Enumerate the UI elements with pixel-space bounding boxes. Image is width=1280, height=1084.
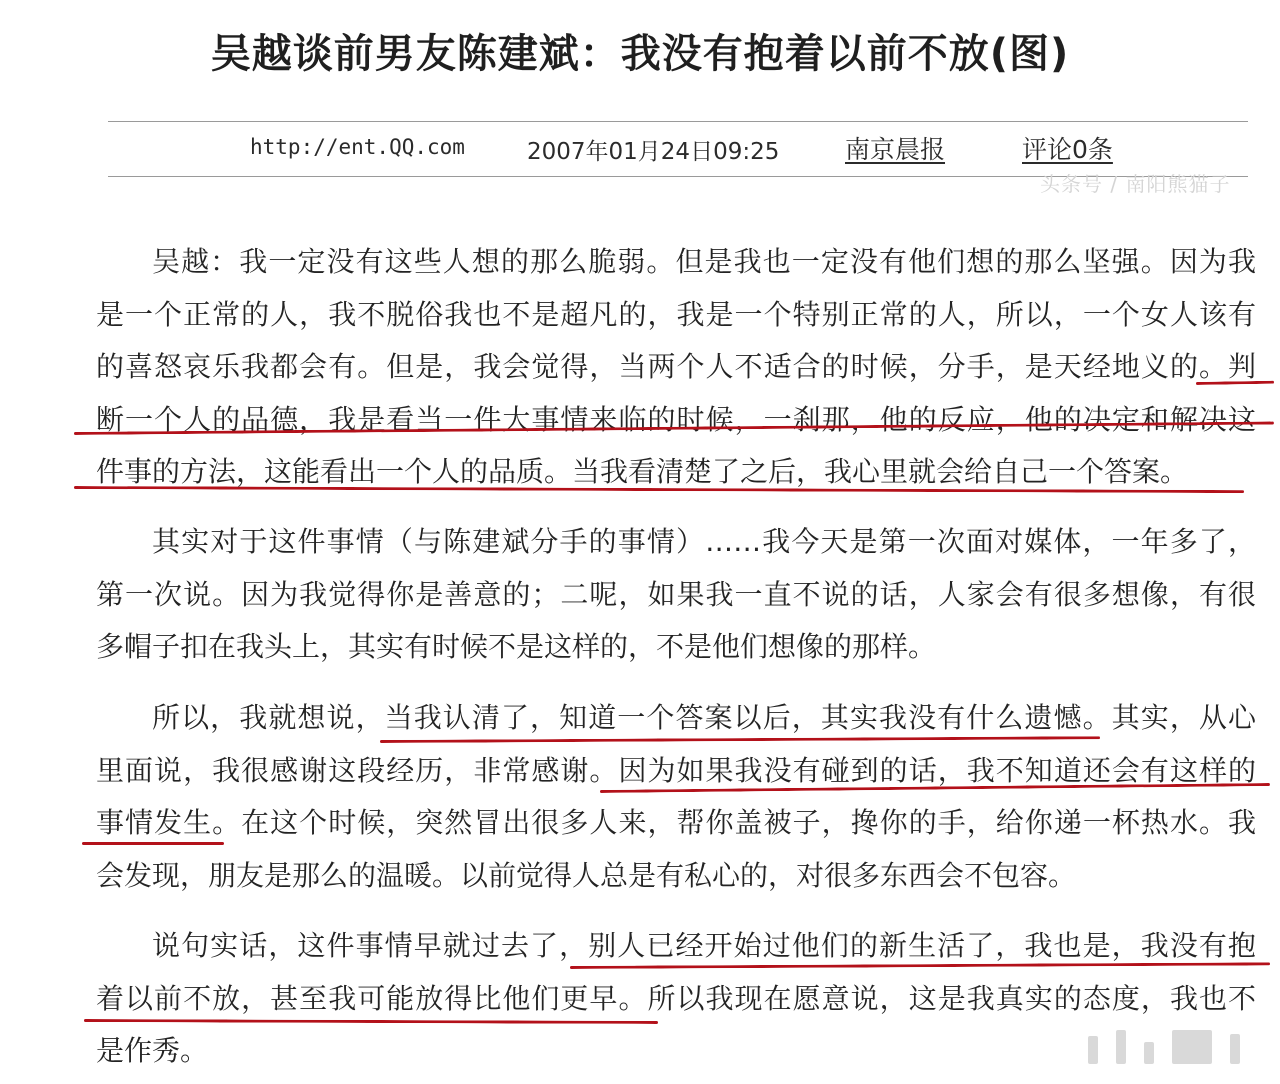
artifact-mark bbox=[1172, 1030, 1212, 1064]
paragraph-line: 里面说，我很感谢这段经历，非常感谢。因为如果我没有碰到的话，我不知道还会有这样的 bbox=[96, 753, 1256, 787]
artifact-mark bbox=[1144, 1042, 1154, 1064]
scan-artifact-marks bbox=[1088, 1030, 1240, 1064]
highlight-underline bbox=[82, 842, 224, 845]
paragraph-line: 多帽子扣在我头上，其实有时候不是这样的，不是他们想像的那样。 bbox=[96, 630, 937, 664]
paragraph-line: 所以，我就想说，当我认清了，知道一个答案以后，其实我没有什么遗憾。其实，从心 bbox=[152, 701, 1256, 734]
article-paragraph-2 bbox=[96, 516, 1256, 674]
paragraph-line: 会发现，朋友是那么的温暖。以前觉得人总是有私心的，对很多东西会不包容。 bbox=[96, 858, 1077, 892]
artifact-mark bbox=[1230, 1034, 1240, 1064]
paragraph-line: 是一个正常的人，我不脱俗我也不是超凡的，我是一个特别正常的人，所以，一个女人该有 bbox=[96, 297, 1256, 331]
paragraph-line: 事情发生。在这个时候，突然冒出很多人来，帮你盖被子，搀你的手，给你递一杯热水。我 bbox=[96, 806, 1256, 840]
article-paragraph-4 bbox=[96, 920, 1256, 1078]
paragraph-line: 的喜怒哀乐我都会有。但是，我会觉得，当两个人不适合的时候，分手，是天经地义的。判 bbox=[96, 350, 1256, 384]
artifact-mark bbox=[1116, 1030, 1126, 1064]
paragraph-line: 说句实话，这件事情早就过去了，别人已经开始过他们的新生活了，我也是，我没有抱 bbox=[152, 929, 1256, 962]
publish-date: 2007年01月24日09:25 bbox=[527, 139, 780, 165]
article-url[interactable]: http://ent.QQ.com bbox=[250, 135, 465, 159]
header-divider-top bbox=[108, 121, 1248, 122]
artifact-mark bbox=[1088, 1036, 1098, 1064]
paragraph-line: 件事的方法，这能看出一个人的品质。当我看清楚了之后，我心里就会给自己一个答案。 bbox=[96, 455, 1189, 489]
paragraph-line: 其实对于这件事情（与陈建斌分手的事情）……我今天是第一次面对媒体，一年多了， bbox=[152, 525, 1256, 558]
paragraph-line: 是作秀。 bbox=[96, 1034, 209, 1068]
paragraph-line: 第一次说。因为我觉得你是善意的；二呢，如果我一直不说的话，人家会有很多想像，有很 bbox=[96, 577, 1256, 611]
article-paragraph-1 bbox=[96, 236, 1256, 499]
paragraph-line: 着以前不放，甚至我可能放得比他们更早。所以我现在愿意说，这是我真实的态度，我也不 bbox=[96, 981, 1256, 1015]
source-link[interactable]: 南京晨报 bbox=[845, 135, 946, 164]
comments-link[interactable]: 评论0条 bbox=[1022, 135, 1113, 164]
article-paragraph-3 bbox=[96, 692, 1256, 902]
watermark-text: 头条号 / 南阳熊猫子 bbox=[1040, 172, 1231, 196]
paragraph-line: 断一个人的品德，我是看当一件大事情来临的时候，一刹那，他的反应，他的决定和解决这 bbox=[96, 402, 1256, 436]
paragraph-line: 吴越：我一定没有这些人想的那么脆弱。但是我也一定没有他们想的那么坚强。因为我 bbox=[152, 245, 1256, 278]
article-title: 吴越谈前男友陈建斌：我没有抱着以前不放(图) bbox=[210, 31, 1070, 77]
